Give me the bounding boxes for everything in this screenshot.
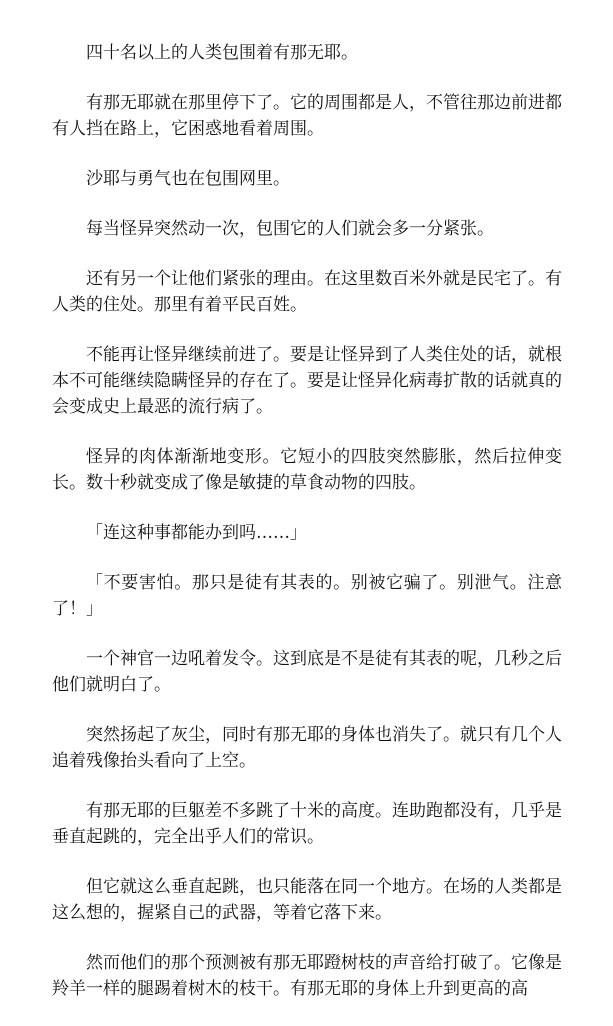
paragraph-11: 突然扬起了灰尘，同时有那无耶的身体也消失了。就只有几个人追着残像抬头看向了上空。 bbox=[52, 725, 562, 771]
paragraph-13: 但它就这么垂直起跳，也只能落在同一个地方。在场的人类都是这么想的，握紧自己的武器，等着它落下来。 bbox=[52, 877, 562, 923]
paragraph-8: 「连这种事都能办到吗……」 bbox=[86, 523, 307, 543]
paragraph-1: 四十名以上的人类包围着有那无耶。 bbox=[86, 43, 358, 63]
paragraph-2: 有那无耶就在那里停下了。它的周围都是人，不管往那边前进都有人挡在路上，它困惑地看着周围。 bbox=[52, 93, 562, 139]
paragraph-7: 怪异的肉体渐渐地变形。它短小的四肢突然膨胀，然后拉伸变长。数十秒就变成了像是敏捷的草食动物的四肢。 bbox=[52, 447, 562, 493]
paragraph-10: 一个神官一边吼着发令。这到底是不是徒有其表的呢，几秒之后他们就明白了。 bbox=[52, 649, 562, 695]
paragraph-9: 「不要害怕。那只是徒有其表的。别被它骗了。别泄气。注意了！」 bbox=[52, 573, 562, 619]
paragraph-4: 每当怪异突然动一次，包围它的人们就会多一分紧张。 bbox=[86, 219, 494, 239]
paragraph-5: 还有另一个让他们紧张的理由。在这里数百米外就是民宅了。有人类的住处。那里有着平民百姓。 bbox=[52, 269, 562, 315]
paragraph-6: 不能再让怪异继续前进了。要是让怪异到了人类住处的话，就根本不可能继续隐瞒怪异的存在了。要是让怪异化病毒扩散的话就真的会变成史上最恶的流行病了。 bbox=[52, 345, 562, 417]
paragraph-3: 沙耶与勇气也在包围网里。 bbox=[86, 169, 290, 189]
page-body bbox=[52, 40, 562, 1026]
paragraph-12: 有那无耶的巨躯差不多跳了十米的高度。连助跑都没有，几乎是垂直起跳的，完全出乎人们的常识。 bbox=[52, 801, 562, 847]
paragraph-14: 然而他们的那个预测被有那无耶蹬树枝的声音给打破了。它像是羚羊一样的腿踢着树木的枝干。有那无耶的身体上升到更高的高 bbox=[52, 953, 562, 999]
